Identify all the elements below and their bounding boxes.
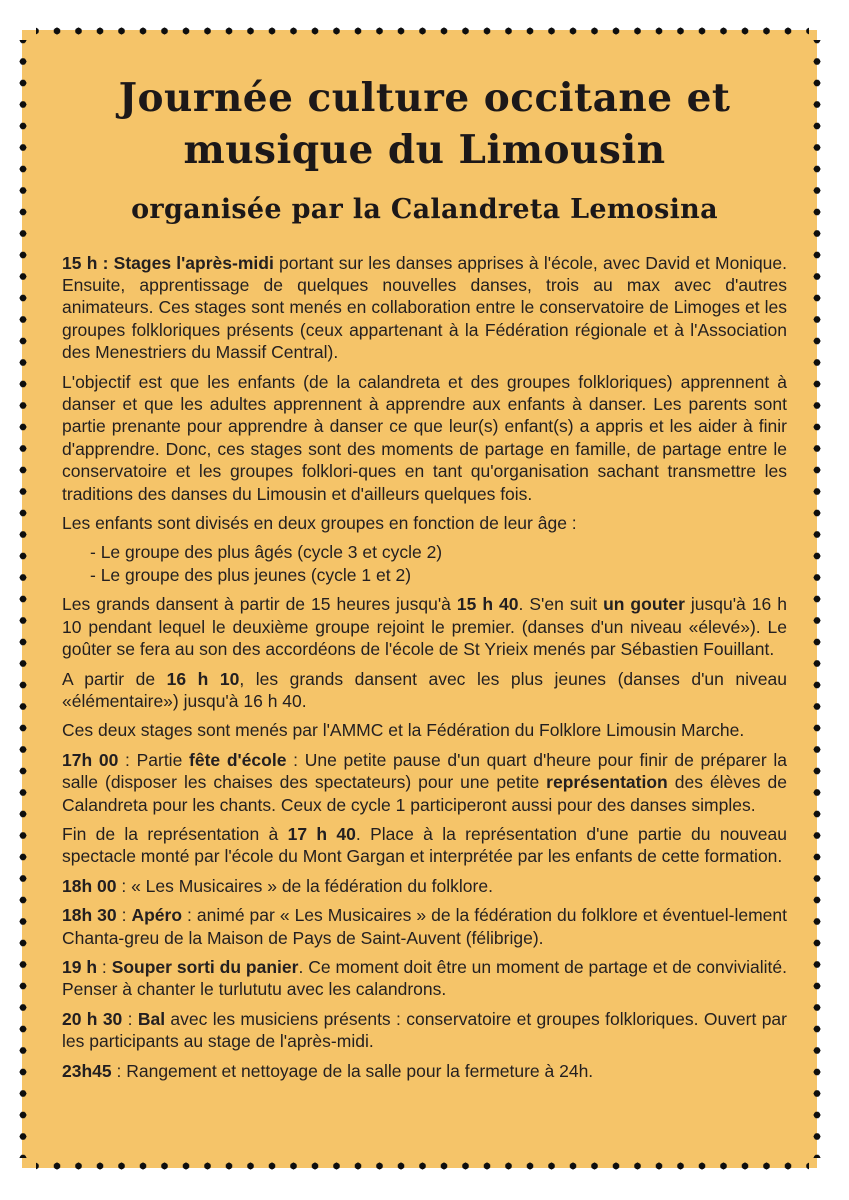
paragraph xyxy=(62,956,787,1001)
paragraph xyxy=(62,593,787,660)
schedule-text xyxy=(62,252,787,1082)
page-subtitle: organisée par la Calandreta Lemosina xyxy=(131,193,718,225)
text-run: : Partie xyxy=(118,749,190,770)
page-title-line1: Journée culture occitane et xyxy=(118,75,731,121)
list-item: - Le groupe des plus jeunes (cycle 1 et 2) xyxy=(90,564,412,585)
paragraph xyxy=(62,1008,787,1053)
text-run: avec les musiciens présents : conservatoire et groupes folkloriques. Ouvert par les participants au stage de l'après-midi. xyxy=(62,1008,787,1052)
text-run: , les grands dansent avec les plus jeunes (danses d'un niveau «élémentaire») jusqu'à 16 h 40. xyxy=(62,668,787,711)
text-run: Ces deux stages sont menés par l'AMMC et la Fédération du Folklore Limousin Marche. xyxy=(62,720,745,741)
paragraph xyxy=(62,371,787,505)
bold-run: 15 h : Stages l'après-midi xyxy=(62,252,274,273)
text-run: des élèves de Calandreta pour les chants. Ceux de cycle 1 participeront aussi pour des danses simples. xyxy=(62,772,787,815)
bold-run: Bal xyxy=(137,1008,166,1029)
text-run: : xyxy=(116,905,132,926)
paragraph xyxy=(62,719,787,741)
bold-run: 23h45 xyxy=(62,1060,112,1081)
bold-run: 18h 30 xyxy=(62,905,117,926)
paragraph xyxy=(62,252,787,364)
paragraph xyxy=(62,875,787,897)
bold-run: Souper sorti du panier xyxy=(111,956,299,977)
flyer-page xyxy=(22,30,817,1168)
bold-run: un gouter xyxy=(603,594,685,615)
flyer-content xyxy=(22,30,817,1168)
paragraph xyxy=(62,512,787,534)
bold-run: représentation xyxy=(546,772,668,793)
paragraph xyxy=(62,749,787,816)
text-run: : Rangement et nettoyage de la salle pour la fermeture à 24h. xyxy=(111,1060,594,1081)
text-run: : animé par « Les Musicaires » de la fédération du folklore et éventuel-lement Chanta-greu de la Maison de Pays de Saint-Auvent (félibrige). xyxy=(62,905,788,948)
text-run: : « Les Musicaires » de la fédération du folklore. xyxy=(116,875,493,896)
text-run: jusqu'à 16 h 10 pendant lequel le deuxième groupe rejoint le premier. (danses d'un niveau «élevé»). Le goûter se fera au son des accordéons de l'école de St Yrieix menés par Sébastien Fouillant. xyxy=(62,594,787,660)
paragraph xyxy=(62,823,787,868)
paragraph xyxy=(62,1060,787,1082)
bold-run: 15 h 40 xyxy=(456,594,519,615)
bold-run: 16 h 10 xyxy=(166,668,240,689)
text-run: . S'en suit xyxy=(518,594,604,615)
paragraph xyxy=(62,668,787,713)
text-run: portant sur les danses apprises à l'école, avec David et Monique. Ensuite, apprentissage de quelques nouvelles danses, trois au max avec d'autres animateurs. Ces stages sont menés en collaboration entre le conservatoire de Limoges et les groupes folkloriques présents (ceux appartenant à la Fédération régionale et à l'Association des Menestriers du Massif Central). xyxy=(62,252,787,363)
group-list xyxy=(62,541,787,586)
text-run: Les grands dansent à partir de 15 heures jusqu'à xyxy=(62,594,457,615)
text-run: L'objectif est que les enfants (de la calandreta et des groupes folkloriques) apprennent à danser et que les adultes apprennent à apprendre aux enfants à danser. Les parents sont partie prenante pour apprendre à danser ce que leur(s) enfant(s) a appris et les aider à finir d'apprendre. Donc, ces stages sont des moments de partage en famille, de partage entre le conservatoire et les groupes folklori-ques en tant qu'organisation sachant transmettre les traditions des danses du Limousin et d'ailleurs quelques fois. xyxy=(62,371,787,504)
bold-run: 18h 00 xyxy=(62,875,117,896)
bold-run: 17h 00 xyxy=(62,749,119,770)
text-run: A partir de xyxy=(62,668,167,689)
text-run: . Ce moment doit être un moment de partage et de convivialité. Penser à chanter le turlututu avec les calandrons. xyxy=(62,956,787,1000)
paragraph xyxy=(62,904,787,949)
bold-run: fête d'école xyxy=(189,749,287,770)
bold-run: 17 h 40 xyxy=(287,823,356,844)
text-run: Les enfants sont divisés en deux groupes en fonction de leur âge : xyxy=(62,513,577,534)
text-run: Fin de la représentation à xyxy=(62,823,288,844)
page-title xyxy=(62,72,787,177)
bold-run: 19 h xyxy=(62,956,98,977)
bold-run: Apéro xyxy=(131,905,183,926)
bold-run: 20 h 30 xyxy=(62,1008,123,1029)
text-run: : Une petite pause d'un quart d'heure pour finir de préparer la salle (disposer les chaises des spectateurs) pour une petite xyxy=(62,749,788,793)
page-title-line2: musique du Limousin xyxy=(183,127,666,174)
text-run: . Place à la représentation d'une partie du nouveau spectacle monté par l'école du Mont Gargan et interprétée par les enfants de cette formation. xyxy=(62,823,787,867)
text-run: : xyxy=(122,1008,138,1029)
list-item: - Le groupe des plus âgés (cycle 3 et cycle 2) xyxy=(90,542,443,563)
text-run: : xyxy=(97,956,112,977)
